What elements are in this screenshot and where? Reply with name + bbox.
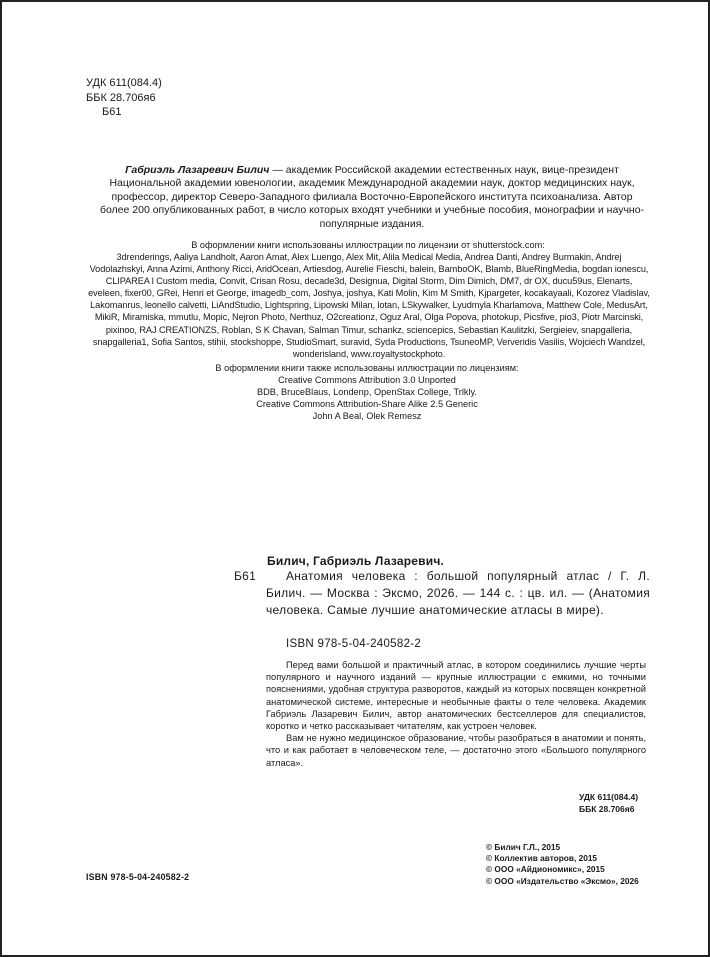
copyright-line-3: © ООО «Айдиономикс», 2015 xyxy=(486,864,605,875)
udk-block-top xyxy=(86,76,162,120)
author-sign: Б61 xyxy=(102,106,122,118)
bbk-code: ББК 28.706я6 xyxy=(86,91,156,104)
cc-names-1: BDB, BruceBlaus, Londenp, OpenStax College, Trlkly. xyxy=(257,387,477,398)
isbn-bottom: ISBN 978-5-04-240582-2 xyxy=(86,872,190,882)
biblio-author: Билич, Габриэль Лазаревич. xyxy=(267,554,445,568)
udk-code: УДК 611(084.4) xyxy=(86,77,162,89)
author-bio-name: Габриэль Лазаревич Билич xyxy=(125,164,270,176)
cc-heading: В оформлении книги также использованы иллюстрации по лицензиям: xyxy=(215,363,519,373)
illustration-credits-heading: В оформлении книги использованы иллюстрации по лицензии от shutterstock.com: xyxy=(191,240,545,250)
copyright-line-2: © Коллектив авторов, 2015 xyxy=(486,853,598,864)
cc-license-2: Creative Commons Attribution-Share Alike 2.5 Generic xyxy=(256,399,478,410)
cc-licenses-block xyxy=(152,362,582,422)
biblio-code: Б61 xyxy=(234,569,257,583)
author-bio-text: — академик Российской академии естественных наук, вице-президент Национальной академии ювенологии, академик Международной академии наук, доктор медицинских наук, профессор, директор Северо-Западного филиала Восточно-Европейского института психоанализа. Автор более 200 опубликованных работ, в число которых входят учебники и учебные пособия, монографии и научно-популярные издания. xyxy=(99,164,645,230)
cc-license-1: Creative Commons Attribution 3.0 Unported xyxy=(278,375,456,386)
copyright-block xyxy=(486,842,639,887)
cc-names-2: John A Beal, Olek Remesz xyxy=(312,411,422,422)
udk-code-bottom: УДК 611(084.4) xyxy=(579,792,639,802)
copyright-line-1: © Билич Г.Л., 2015 xyxy=(486,842,561,852)
annotation-paragraph-2: Вам не нужно медицинское образование, чтобы разобраться в анатомии и понять, что и как работает в человеческом теле, — достаточно этого «Большого популярного атласа». xyxy=(266,733,646,768)
biblio-entry: Анатомия человека : большой популярный атлас / Г. Л. Билич. — Москва : Эксмо, 2026. — 144 с. : цв. ил. — (Анатомия человека. Самые лучшие анатомические атласы в мире). xyxy=(266,569,650,617)
illustration-credits-list: 3drenderings, Aaliya Landholt, Aaron Amat, Alex Luengo, Alex Mit, Alila Medical Media, Andrea Danti, Andrey Burmakin, Andrej Vodolazhskyi, Anna Azimi, Anthony Ricci, AridOcean, Artiesdog, Aurelie Fieschi, balein, BamboOK, Blamb, BlueRingMedia, bogdan ionescu, CLIPAREA l Custom media, Convit, Crisan Rosu, decade3d, Designua, Digital Storm, Dim Dimich, DM7, dr OX, ducu59us, Elenarts, eveleen, fixer00, GRei, Henri et George, imagedb_com, Joshya, joshya, Kati Molin, Kim M Smith, Kjpargeter, kocakayaali, Kozorez Vladislav, Lakomanrus, leonello calvetti, LiAndStudio, Lightspring, Lipowski Milan, lotan, LSkywalker, Lyudmyla Kharlamova, Matthew Cole, MedusArt, MikiR, Miramiska, mmutlu, Mopic, Nejron Photo, Nerthuz, O2creationz, Oguz Aral, Olga Popova, photokup, Picsfive, pio3, Piotr Marcinski, pixinoo, RAJ CREATIONZS, Roblan, S K Chavan, Salman Timur, schankz, sciencepics, Sebastian Kaulitzki, Sergieiev, snapgalleria, snapgalleria1, Sofia Santos, stihii, stockshoppe, StudioSmart, suravid, Syda Productions, TsuneoMP, Ververidis Vasilis, Wojciech Wandzel, wonderisland, www.royaltystockphoto. xyxy=(88,252,650,359)
udk-block-bottom xyxy=(579,792,638,815)
author-bio xyxy=(98,164,646,231)
annotation xyxy=(266,659,646,769)
bbk-code-bottom: ББК 28.706я6 xyxy=(579,803,635,814)
copyright-line-4: © ООО «Издательство «Эксмо», 2026 xyxy=(486,875,639,886)
biblio-isbn: ISBN 978-5-04-240582-2 xyxy=(286,638,422,650)
annotation-paragraph-1: Перед вами большой и практичный атлас, в котором соединились лучшие черты популярного и научного изданий — крупные иллюстрации с емкими, но точными пояснениями, удобная структура разворотов, каждый из которых посвящен конкретной анатомической системе, интересные и необычные факты о теле человека. Академик Габриэль Лазаревич Билич, автор анатомических бестселлеров для специалистов, коротко и четко рассказывает читателям, как устроен человек. xyxy=(266,660,646,732)
